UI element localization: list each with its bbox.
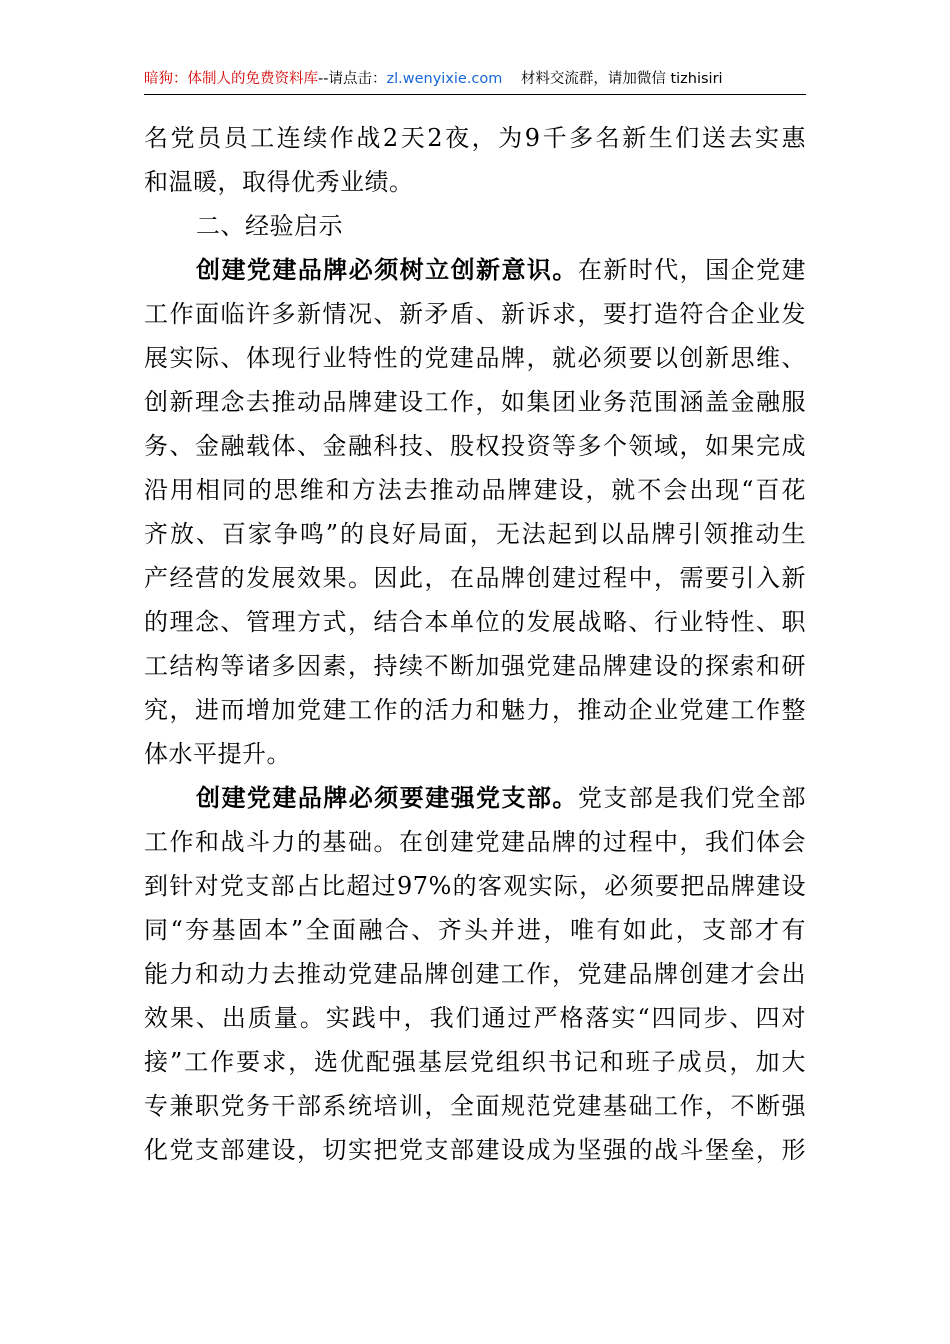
- paragraph-2-line: 到针对党支部占比超过97%的客观实际，必须要把品牌建设: [144, 872, 806, 900]
- paragraph-1-lead: 创建党建品牌必须树立创新意识。: [196, 255, 578, 284]
- intro-line: 名党员员工连续作战2天2夜，为9千多名新生们送去实惠: [144, 124, 806, 152]
- paragraph-2-lead: 创建党建品牌必须要建强党支部。: [196, 783, 578, 812]
- paragraph-1-first-line: [144, 248, 806, 292]
- paragraph-2-line: 效果、出质量。实践中，我们通过严格落实“四同步、四对: [144, 1004, 806, 1032]
- intro-line: 和温暖，取得优秀业绩。: [144, 168, 414, 196]
- paragraph-1-line: 体水平提升。: [144, 740, 291, 768]
- header-contact: 材料交流群，请加微信 tizhisiri: [520, 71, 723, 87]
- paragraph-1-first-rest: 在新时代，国企党建: [577, 256, 807, 284]
- paragraph-1-line: 的理念、管理方式，结合本单位的发展战略、行业特性、职: [144, 608, 806, 636]
- header-divider: [144, 94, 806, 95]
- paragraph-1-line: 展实际、体现行业特性的党建品牌，就必须要以创新思维、: [144, 344, 806, 372]
- paragraph-1-line: 务、金融载体、金融科技、股权投资等多个领域，如果完成: [144, 432, 806, 460]
- header-click-prompt: --请点击：: [318, 71, 387, 87]
- page-header: [144, 66, 806, 92]
- header-url-link[interactable]: zl.wenyixie.com: [386, 71, 503, 87]
- paragraph-1-line: 究，进而增加党建工作的活力和魅力，推动企业党建工作整: [144, 696, 806, 724]
- paragraph-1-line: 工作面临许多新情况、新矛盾、新诉求，要打造符合企业发: [144, 300, 806, 328]
- paragraph-1-line: 创新理念去推动品牌建设工作，如集团业务范围涵盖金融服: [144, 388, 806, 416]
- paragraph-1-line: 齐放、百家争鸣”的良好局面，无法起到以品牌引领推动生: [144, 520, 806, 548]
- header-brand: 暗狗：体制人的免费资料库: [144, 71, 318, 87]
- paragraph-1-line: 产经营的发展效果。因此，在品牌创建过程中，需要引入新: [144, 564, 806, 592]
- paragraph-2-line: 接”工作要求，选优配强基层党组织书记和班子成员，加大: [144, 1048, 806, 1076]
- paragraph-2-first-rest: 党支部是我们党全部: [577, 784, 807, 812]
- paragraph-1-line: 沿用相同的思维和方法去推动品牌建设，就不会出现“百花: [144, 476, 806, 504]
- paragraph-1-line: 工结构等诸多因素，持续不断加强党建品牌建设的探索和研: [144, 652, 806, 680]
- paragraph-2-line: 工作和战斗力的基础。在创建党建品牌的过程中，我们体会: [144, 828, 806, 856]
- document-body: [144, 116, 806, 1172]
- paragraph-2-line: 化党支部建设，切实把党支部建设成为坚强的战斗堡垒，形: [144, 1136, 806, 1164]
- paragraph-2-line: 同“夯基固本”全面融合、齐头并进，唯有如此，支部才有: [144, 916, 806, 944]
- section-heading: 二、经验启示: [196, 212, 343, 240]
- paragraph-2-line: 专兼职党务干部系统培训，全面规范党建基础工作，不断强: [144, 1092, 806, 1120]
- paragraph-2-line: 能力和动力去推动党建品牌创建工作，党建品牌创建才会出: [144, 960, 806, 988]
- paragraph-2-first-line: [144, 776, 806, 820]
